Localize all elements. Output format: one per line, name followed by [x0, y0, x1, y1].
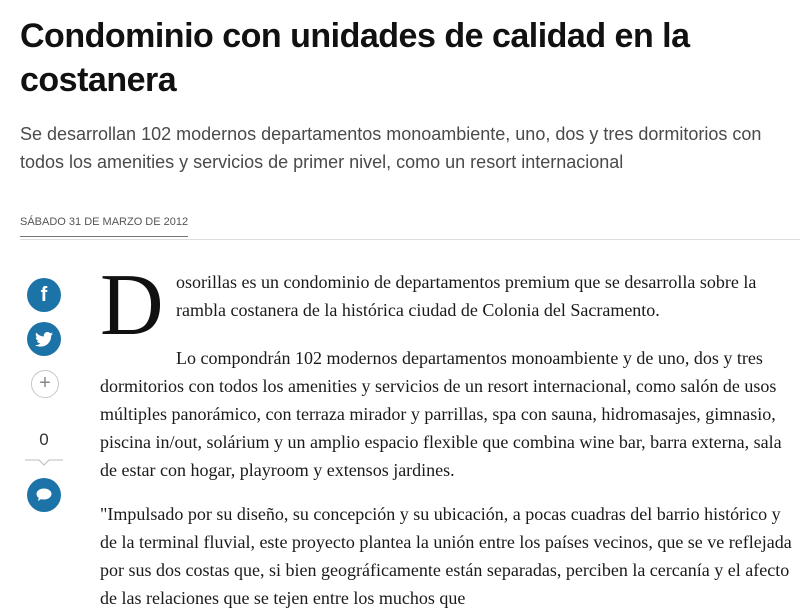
- facebook-icon: f: [40, 284, 48, 306]
- comment-count: 0: [39, 430, 49, 449]
- subtitle: Se desarrollan 102 modernos departamentos monoambiente, uno, dos y tres dormitorios con todos los amenities y servicios de primer nivel, como un resort internacional: [20, 124, 762, 172]
- publish-date: SÁBADO 31 DE MARZO DE 2012: [20, 216, 188, 237]
- paragraph-1: osorillas es un condominio de departamentos premium que se desarrolla sobre la rambla costanera de la histórica ciudad de Colonia del Sacramento.: [176, 272, 757, 320]
- more-share-button[interactable]: [31, 370, 59, 398]
- paragraph-2: Lo compondrán 102 modernos departamentos monoambiente y de uno, dos y tres dormitorios con todos los amenities y servicios de un resort internacional, como salón de usos múltiples panorámico, con terraza mirador y parrillas, spa con sauna, hidromasajes, gimnasio, piscina in/out, solárium y un amplio espacio flexible que combina wine bar, barra externa, sala de estar con hogar, playroom y extensos jardines.: [100, 348, 782, 480]
- paragraph-3: "Impulsado por su diseño, su concepción y su ubicación, a pocas cuadras del barrio histórico y de la terminal fluvial, este proyecto plantea la unión entre los países vecinos, que se ve reflejada por sus dos costas que, si bien geográficamente están separadas, perciben la cercanía y el afecto de las relaciones que se tejen entre los muchos que: [100, 504, 792, 608]
- twitter-icon: [35, 332, 53, 347]
- article-body: [100, 257, 795, 612]
- drop-cap: D: [100, 257, 164, 354]
- twitter-share-button[interactable]: [27, 322, 61, 356]
- facebook-share-button[interactable]: [27, 278, 61, 312]
- comments-button[interactable]: [27, 478, 61, 512]
- headline: Condominio con unidades de calidad en la costanera: [20, 17, 690, 99]
- comment-count-pointer: [25, 459, 63, 467]
- header-divider: [20, 239, 800, 240]
- plus-icon: +: [39, 372, 51, 394]
- comment-icon: [36, 488, 52, 502]
